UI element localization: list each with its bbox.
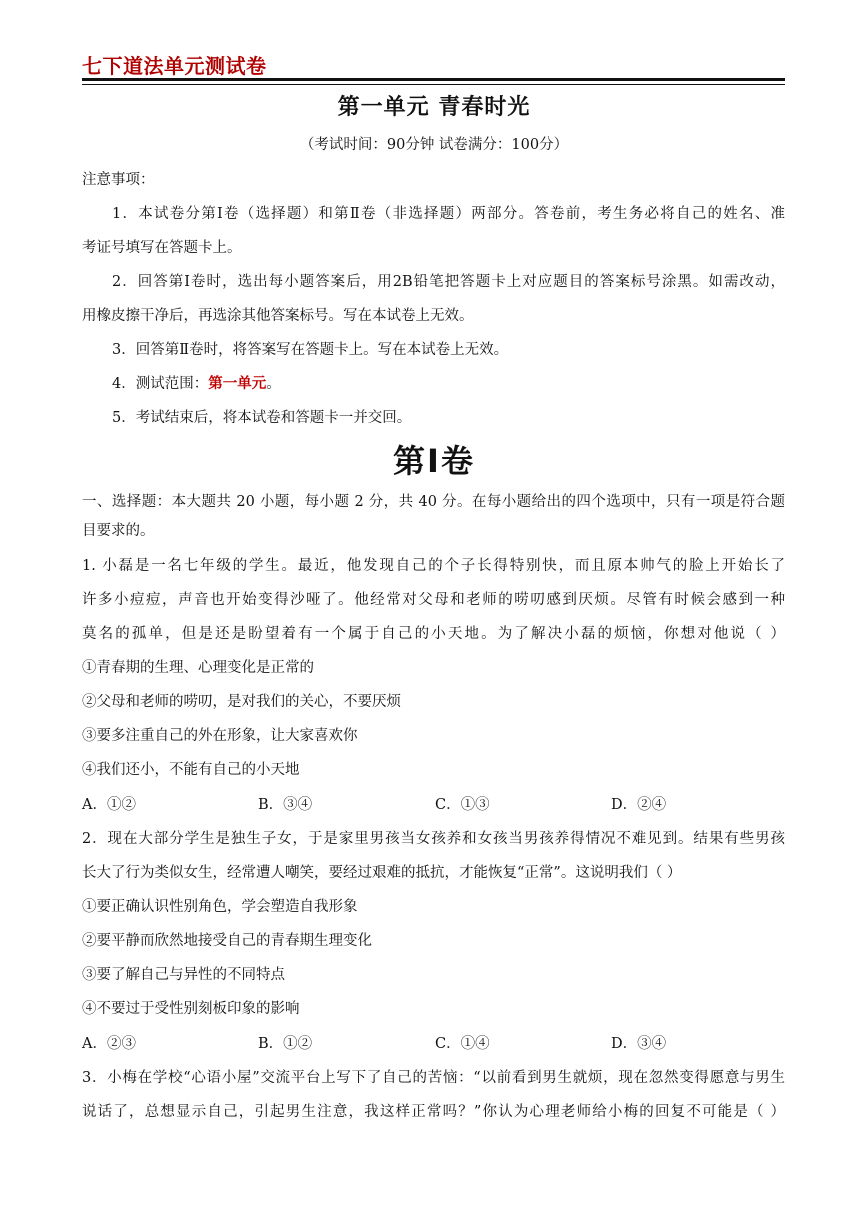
note-1-line-1: 1．本试卷分第Ⅰ卷（选择题）和第Ⅱ卷（非选择题）两部分。答卷前，考生务必将自己的姓名、准 [112,206,785,222]
q1-statement-1: ①青春期的生理、心理变化是正常的 [82,660,314,676]
q1-stem-line-2: 许多小痘痘，声音也开始变得沙哑了。他经常对父母和老师的唠叨感到厌烦。尽管有时候会感到一种 [82,592,785,608]
note-2-line-1: 2．回答第Ⅰ卷时，选出每小题答案后，用2B铅笔把答题卡上对应题目的答案标号涂黑。如需改动， [112,274,785,290]
q1-option-d: D．②④ [611,797,667,813]
note-4-scope: 第一单元 [208,375,267,392]
q1-option-b: B．③④ [258,797,313,813]
note-2-line-2: 用橡皮擦干净后，再选涂其他答案标号。写在本试卷上无效。 [82,308,474,324]
q2-statement-2: ②要平静而欣然地接受自己的青春期生理变化 [82,933,372,949]
q1-stem-line-1: 1. 小磊是一名七年级的学生。最近，他发现自己的个子长得特别快，而且原本帅气的脸上开始长了 [82,558,785,574]
q1-option-a: A．①② [82,797,136,813]
q1-statement-2: ②父母和老师的唠叨，是对我们的关心，不要厌烦 [82,694,401,710]
q2-statement-1: ①要正确认识性别角色，学会塑造自我形象 [82,899,358,915]
q1-option-c: C．①③ [435,797,490,813]
note-3: 3．回答第Ⅱ卷时，将答案写在答题卡上。写在本试卷上无效。 [112,342,509,358]
q2-stem-line-1: 2．现在大部分学生是独生子女，于是家里男孩当女孩养和女孩当男孩养得情况不难见到。结果有些男孩 [82,831,785,847]
section-intro-line-2: 目要求的。 [82,523,155,539]
q2-statement-4: ④不要过于受性别刻板印象的影响 [82,1001,300,1017]
q2-option-c: C．①④ [435,1036,490,1052]
note-4-prefix: 4．测试范围： [112,376,209,392]
q3-stem-line-2: 说话了，总想显示自己，引起男生注意，我这样正常吗？”你认为心理老师给小梅的回复不可能是（ ） [82,1104,785,1120]
q2-option-d: D．③④ [611,1036,667,1052]
q2-statement-3: ③要了解自己与异性的不同特点 [82,967,285,983]
q3-stem-line-1: 3．小梅在学校“心语小屋”交流平台上写下了自己的苦恼：“以前看到男生就烦，现在忽然变得愿意与男生 [82,1070,785,1086]
q2-option-a: A．②③ [82,1036,136,1052]
document-title: 第一单元 青春时光 [337,95,531,120]
note-1-line-2: 考证号填写在答题卡上。 [82,240,242,256]
series-title: 七下道法单元测试卷 [82,54,267,78]
q2-option-b: B．①② [258,1036,313,1052]
q2-stem-line-2: 长大了行为类似女生，经常遭人嘲笑，要经过艰难的抵抗，才能恢复“正常”。这说明我们（ ） [82,865,682,881]
notes-heading: 注意事项： [82,172,155,188]
section-intro-line-1: 一、选择题：本大题共 20 小题，每小题 2 分，共 40 分。在每小题给出的四个选项中，只有一项是符合题 [82,494,785,510]
header-rule-thin [82,84,785,85]
note-5: 5．考试结束后，将本试卷和答题卡一并交回。 [112,410,412,426]
q1-statement-3: ③要多注重自己的外在形象，让大家喜欢你 [82,728,358,744]
header-rule-thick [82,78,785,81]
q1-stem-line-3: 莫名的孤单，但是还是盼望着有一个属于自己的小天地。为了解决小磊的烦恼，你想对他说（ ） [82,626,785,642]
note-4-suffix: 。 [266,376,281,392]
volume-title: 第Ⅰ卷 [393,442,475,480]
exam-info: （考试时间：90分钟 试卷满分：100分） [299,137,569,153]
q1-statement-4: ④我们还小，不能有自己的小天地 [82,762,300,778]
note-4 [112,374,281,394]
